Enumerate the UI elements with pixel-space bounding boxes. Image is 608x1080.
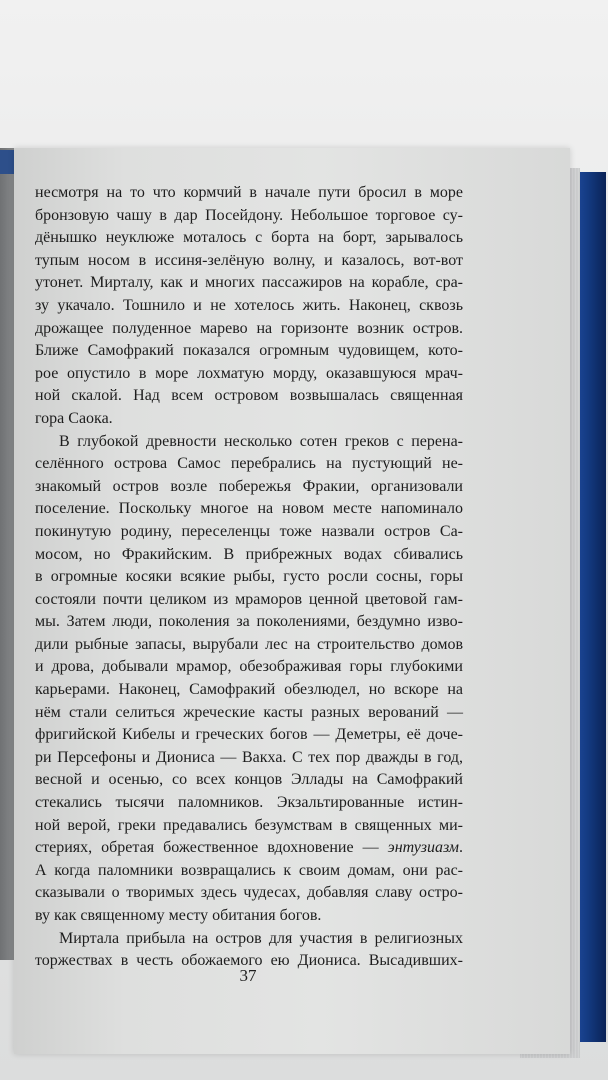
text-line: дрожащее полуденное марево на горизонте возник остров.	[35, 319, 463, 337]
text-line: дёнышко неуклюже моталось с борта на борт, зарывалось	[35, 229, 463, 247]
text-run: стериях, обретая божественное вдохновение —	[35, 839, 388, 857]
text-line: фригийской Кибелы и греческих богов — Деметры, её доче-	[35, 726, 463, 744]
text-line: селённого острова Самос перебрались на пустующий не-	[35, 455, 463, 473]
paragraph-2	[35, 431, 463, 928]
text-line: Миртала прибыла на остров для участия в религиозных	[59, 929, 463, 947]
text-line: торжествах в честь обожаемого ею Диониса. Высадивших-	[35, 952, 463, 970]
text-line: несмотря на то что кормчий в начале пути бросил в море	[35, 184, 463, 201]
text-line: карьерами. Наконец, Самофракий обезлюдел, но вскоре на	[35, 681, 463, 699]
text-line: нём стали селиться жреческие касты разных верований —	[35, 703, 463, 721]
paragraph-1	[35, 182, 463, 431]
text-line: дили рыбные запасы, вырубали лес на строительство домов	[35, 635, 463, 653]
page-number: 37	[239, 966, 257, 985]
text-line: и дрова, добывали мрамор, обезображивая горы глубокими	[35, 658, 463, 676]
text-line: рое опустило в море лохматую морду, оказавшуюся мрач-	[35, 364, 463, 382]
text-line: состояли почти целиком из мраморов ценной цветовой гам-	[35, 590, 463, 608]
text-line-italic	[35, 837, 463, 860]
text-line: мосом, но Фракийским. В прибрежных водах сбивались	[35, 545, 463, 563]
text-line: стекались тысячи паломников. Экзальтированные истин-	[35, 794, 463, 812]
text-line: покинутую родину, переселенцы тоже назвали остров Са-	[35, 522, 463, 540]
text-line: зу укачало. Тошнило и не хотелось жить. Наконец, сквозь	[35, 296, 463, 314]
text-line: А когда паломники возвращались к своим домам, они рас-	[35, 861, 463, 879]
text-line: в огромные косяки всякие рыбы, густо росли сосны, горы	[35, 568, 463, 586]
text-line: В глубокой древности несколько сотен греков с перена-	[59, 432, 463, 450]
text-line: Ближе Самофракий показался огромным чудовищем, кото-	[35, 342, 463, 360]
text-line: поселение. Поскольку многое на новом месте напоминало	[35, 500, 463, 518]
italic-word: энтузиазм	[387, 839, 459, 857]
text-line: тупым носом в иссиня-зелёную волну, и казалось, вот-вот	[35, 251, 463, 269]
text-line: знакомый остров возле побережья Фракии, организовали	[35, 477, 463, 495]
text-line: мы. Затем люди, поколения за поколениями, бездумно изво-	[35, 613, 463, 631]
text-line: бронзовую чашу в дар Посейдону. Небольшое торговое су-	[35, 206, 463, 224]
text-line: ной верой, греки предавались безумствам в священных ми-	[35, 816, 463, 834]
text-line: сказывали о творимых здесь чудесах, добавляя славу остро-	[35, 884, 463, 902]
page-text	[35, 182, 463, 973]
text-line: весной и осенью, со всех концов Эллады на Самофракий	[35, 771, 463, 789]
text-line: гора Саока.	[35, 409, 113, 427]
text-line: утонет. Мирталу, как и многих пассажиров на корабле, сра-	[35, 274, 463, 292]
text-line: ной скалой. Над всем островом возвышалась священная	[35, 387, 463, 405]
text-line: ву как священному месту обитания богов.	[35, 907, 322, 924]
text-run: .	[459, 839, 463, 857]
text-line: ри Персефоны и Диониса — Вакха. С тех пор дважды в год,	[35, 748, 463, 766]
